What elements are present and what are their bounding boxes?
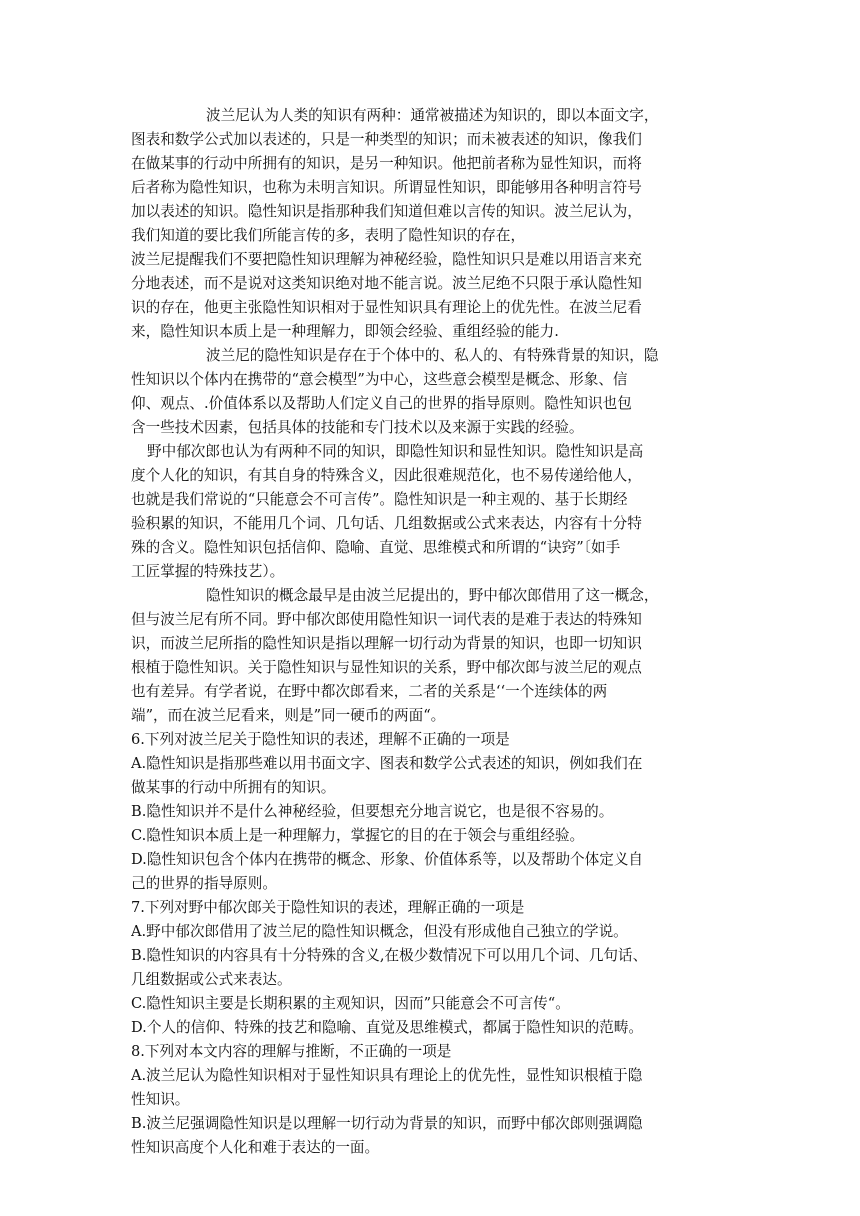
option-text: C.隐性知识本质上是一种理解力，掌握它的目的在于领会与重组经验。 (131, 827, 585, 844)
text-line: 后者称为隐性知识，也称为未明言知识。所谓显性知识，即能够用各种明言符号 (131, 179, 642, 196)
document-content (131, 104, 763, 1160)
option-text: B.隐性知识并不是什么神秘经验，但要想充分地言说它，也是很不容易的。 (131, 803, 614, 820)
option-text: 己的世界的指导原则。 (131, 875, 277, 892)
option-text: 做某事的行动中所拥有的知识。 (131, 779, 336, 796)
text-line: 也就是我们常说的“只能意会不可言传”。隐性知识是一种主观的、基于长期经 (131, 491, 628, 508)
question-8 (131, 1040, 763, 1160)
paragraph-4 (131, 440, 763, 584)
option-text: 性知识。 (131, 1091, 190, 1108)
paragraph-1 (131, 104, 763, 248)
option-d (131, 848, 763, 896)
text-line: 波兰尼的隐性知识是存在于个体中的、私人的、有特殊背景的知识，隐 (206, 347, 659, 364)
option-d (131, 1016, 763, 1040)
text-line: 野中郁次郎也认为有两种不同的知识，即隐性知识和显性知识。隐性知识是高 (147, 443, 644, 460)
text-line: 识的存在，他更主张隐性知识相对于显性知识具有理论上的优先性。在波兰尼看 (131, 299, 642, 316)
text-line: 验积累的知识，不能用几个词、几句话、几组数据或公式来表达，内容有十分特 (131, 515, 642, 532)
text-line: 来，隐性知识本质上是一种理解力，即领会经验、重组经验的能力. (131, 323, 559, 340)
option-a (131, 752, 763, 800)
text-line: 根植于隐性知识。关于隐性知识与显性知识的关系，野中郁次郎与波兰尼的观点 (131, 659, 642, 676)
option-a (131, 1064, 763, 1112)
question-stem: 8.下列对本文内容的理解与推断，不正确的一项是 (131, 1043, 452, 1060)
text-line: 分地表述，而不是说对这类知识绝对地不能言说。波兰尼绝不只限于承认隐性知 (131, 275, 642, 292)
question-stem: 6.下列对波兰尼关于隐性知识的表述，理解不正确的一项是 (131, 731, 510, 748)
option-text: D.个人的信仰、特殊的技艺和隐喻、直觉及思维模式，都属于隐性知识的范畴。 (131, 1019, 644, 1036)
option-text: C.隐性知识主要是长期积累的主观知识，因而”只能意会不可言传“。 (131, 995, 570, 1012)
text-line: 图表和数学公式加以表述的，只是一种类型的知识；而未被表述的知识，像我们 (131, 131, 642, 148)
paragraph-5 (131, 584, 763, 728)
question-6 (131, 728, 763, 896)
question-7 (131, 896, 763, 1040)
text-line: 但与波兰尼有所不同。野中郁次郎使用隐性知识一词代表的是难于表达的特殊知 (131, 611, 642, 628)
paragraph-2 (131, 248, 763, 344)
option-text: 几组数据或公式来表达。 (131, 971, 292, 988)
option-text: B.隐性知识的内容具有十分特殊的含义,在极少数情况下可以用几个词、几句话、 (131, 947, 648, 964)
option-b (131, 944, 763, 992)
text-line: 我们知道的要比我们所能言传的多，表明了隐性知识的存在， (131, 227, 526, 244)
text-line: 波兰尼认为人类的知识有两种：通常被描述为知识的，即以本面文字， (206, 107, 659, 124)
text-line: 仰、观点、.价值体系以及帮助人们定义自己的世界的指导原则。隐性知识也包 (131, 395, 632, 412)
option-text: B.波兰尼强调隐性知识是以理解一切行动为背景的知识，而野中郁次郎则强调隐 (131, 1115, 643, 1132)
option-text: A.隐性知识是指那些难以用书面文字、图表和数学公式表述的知识，例如我们在 (131, 755, 643, 772)
text-line: 含一些技术因素，包括具体的技能和专门技术以及来源于实践的经验。 (131, 419, 584, 436)
text-line: 工匠掌握的特殊技艺）。 (131, 563, 285, 580)
text-line: 波兰尼提醒我们不要把隐性知识理解为神秘经验，隐性知识只是难以用语言来充 (131, 251, 642, 268)
text-line: 在做某事的行动中所拥有的知识，是另一种知识。他把前者称为显性知识，而将 (131, 155, 642, 172)
text-line: 度个人化的知识，有其自身的特殊含义，因此很难规范化，也不易传递给他人， (131, 467, 642, 484)
option-text: 性知识高度个人化和难于表达的一面。 (131, 1139, 380, 1156)
text-line: 也有差异。有学者说，在野中都次郎看来，二者的关系是‘‘一个连续体的两 (131, 683, 608, 700)
text-line: 隐性知识的概念最早是由波兰尼提出的，野中郁次郎借用了这一概念， (206, 587, 659, 604)
option-c (131, 824, 763, 848)
option-text: A.波兰尼认为隐性知识相对于显性知识具有理论上的优先性，显性知识根植于隐 (131, 1067, 643, 1084)
text-line: 性知识以个体内在携带的“意会模型”为中心，这些意会模型是概念、形象、信 (131, 371, 628, 388)
option-b (131, 800, 763, 824)
paragraph-3 (131, 344, 763, 440)
option-text: A.野中郁次郎借用了波兰尼的隐性知识概念，但没有形成他自己独立的学说。 (131, 923, 628, 940)
text-line: 端”，而在波兰尼看来，则是”同一硬币的两面“。 (131, 707, 446, 724)
option-a (131, 920, 763, 944)
text-line: 殊的含义。隐性知识包括信仰、隐喻、直觉、思维模式和所谓的“诀窍”〔如手 (131, 539, 621, 556)
text-line: 加以表述的知识。隐性知识是指那种我们知道但难以言传的知识。波兰尼认为， (131, 203, 642, 220)
text-line: 识，而波兰尼所指的隐性知识是指以理解一切行动为背景的知识，也即一切知识 (131, 635, 642, 652)
option-b (131, 1112, 763, 1160)
option-c (131, 992, 763, 1016)
option-text: D.隐性知识包含个体内在携带的概念、形象、价值体系等，以及帮助个体定义自 (131, 851, 644, 868)
question-stem: 7.下列对野中郁次郎关于隐性知识的表述，理解正确的一项是 (131, 899, 525, 916)
